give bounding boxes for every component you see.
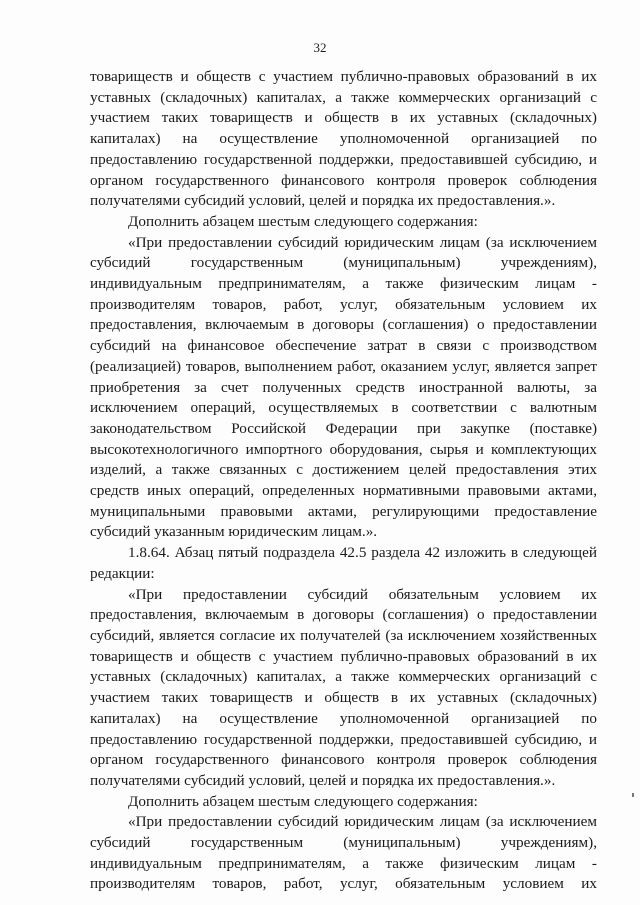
text-line: участием таких товариществ и обществ в их уставных (складочных) [90, 689, 597, 707]
text-line: 1.8.64. Абзац пятый подраздела 42.5 раздела 42 изложить в следующей [128, 544, 597, 562]
text-line: товариществ и обществ с участием публично-правовых образований в их [90, 68, 597, 85]
text-line: товариществ и обществ с участием публично-правовых образований в их [90, 647, 597, 665]
text-line: субсидий, является согласие их получателей (за исключением хозяйственных [90, 626, 597, 644]
paragraph [90, 212, 597, 233]
text-line: уставных (складочных) капиталах, а также коммерческих организаций с [90, 88, 597, 106]
paragraph [90, 543, 597, 584]
text-line: капиталах) на осуществление уполномоченной организацией по [90, 709, 597, 727]
page-number: 32 [313, 40, 327, 55]
text-line: приобретения за счет полученных средств иностранной валюты, за [90, 378, 597, 396]
document-body [90, 67, 597, 895]
text-line: органом государственного финансового контроля проверок соблюдения [90, 751, 597, 769]
text-line: производителям товаров, работ, услуг, обязательным условием их [90, 295, 597, 313]
text-line: Дополнить абзацем шестым следующего содержания: [128, 212, 478, 230]
text-line: законодательством Российской Федерации при закупке (поставке) [90, 419, 597, 437]
text-line: предоставлению государственной поддержки, предоставившей субсидию, и [90, 150, 597, 168]
text-line: «При предоставлении субсидий юридическим лицам (за исключением [128, 813, 597, 831]
paragraph [90, 233, 597, 544]
text-line: индивидуальным предпринимателям, а также физическим лицам - [90, 854, 597, 872]
text-line: высокотехнологичного импортного оборудования, сырья и комплектующих [90, 440, 597, 458]
text-line: производителям товаров, работ, услуг, обязательным условием их [90, 875, 597, 893]
paragraph [90, 792, 597, 813]
text-line: редакции: [90, 564, 155, 582]
text-line: Дополнить абзацем шестым следующего содержания: [128, 792, 478, 810]
text-line: субсидий государственным (муниципальным) учреждениям), [90, 834, 597, 852]
text-line: получателями субсидий условий, целей и порядка их предоставления.». [90, 771, 556, 789]
text-line: уставных (складочных) капиталах, а также коммерческих организаций с [90, 668, 597, 686]
text-line: (реализацией) товаров, выполнением работ, оказанием услуг, является запрет [90, 357, 597, 375]
paragraph [90, 67, 597, 212]
text-line: предоставления, включаемым в договоры (соглашения) о предоставлении [90, 606, 597, 624]
text-line: средств иных операций, определенных нормативными правовыми актами, [90, 482, 597, 500]
text-line: предоставления, включаемым в договоры (соглашения) о предоставлении [90, 316, 597, 334]
text-line: исключением операций, осуществляемых в соответствии с валютным [90, 399, 597, 417]
text-line: субсидий указанным юридическим лицам.». [90, 523, 378, 541]
text-line: «При предоставлении субсидий обязательным условием их [128, 585, 597, 603]
text-line: «При предоставлении субсидий юридическим лицам (за исключением [128, 233, 597, 251]
text-line: муниципальными правовыми актами, регулирующими предоставление [90, 502, 597, 520]
text-line: изделий, а также связанных с достижением целей предоставления этих [90, 461, 597, 479]
paragraph [90, 585, 597, 792]
text-line: получателями субсидий условий, целей и порядка их предоставления.». [90, 192, 556, 210]
text-line: субсидий государственным (муниципальным) учреждениям), [90, 254, 597, 272]
text-line: капиталах) на осуществление уполномоченной организацией по [90, 130, 597, 148]
text-line: органом государственного финансового контроля проверок соблюдения [90, 171, 597, 189]
text-line: индивидуальным предпринимателям, а также физическим лицам - [90, 275, 597, 293]
text-line: участием таких товариществ и обществ в их уставных (складочных) [90, 109, 597, 127]
text-line: субсидий на финансовое обеспечение затрат в связи с производством [90, 337, 597, 355]
paragraph [90, 812, 597, 895]
scan-edge-mark [632, 793, 634, 797]
text-line: предоставлению государственной поддержки, предоставившей субсидию, и [90, 730, 597, 748]
